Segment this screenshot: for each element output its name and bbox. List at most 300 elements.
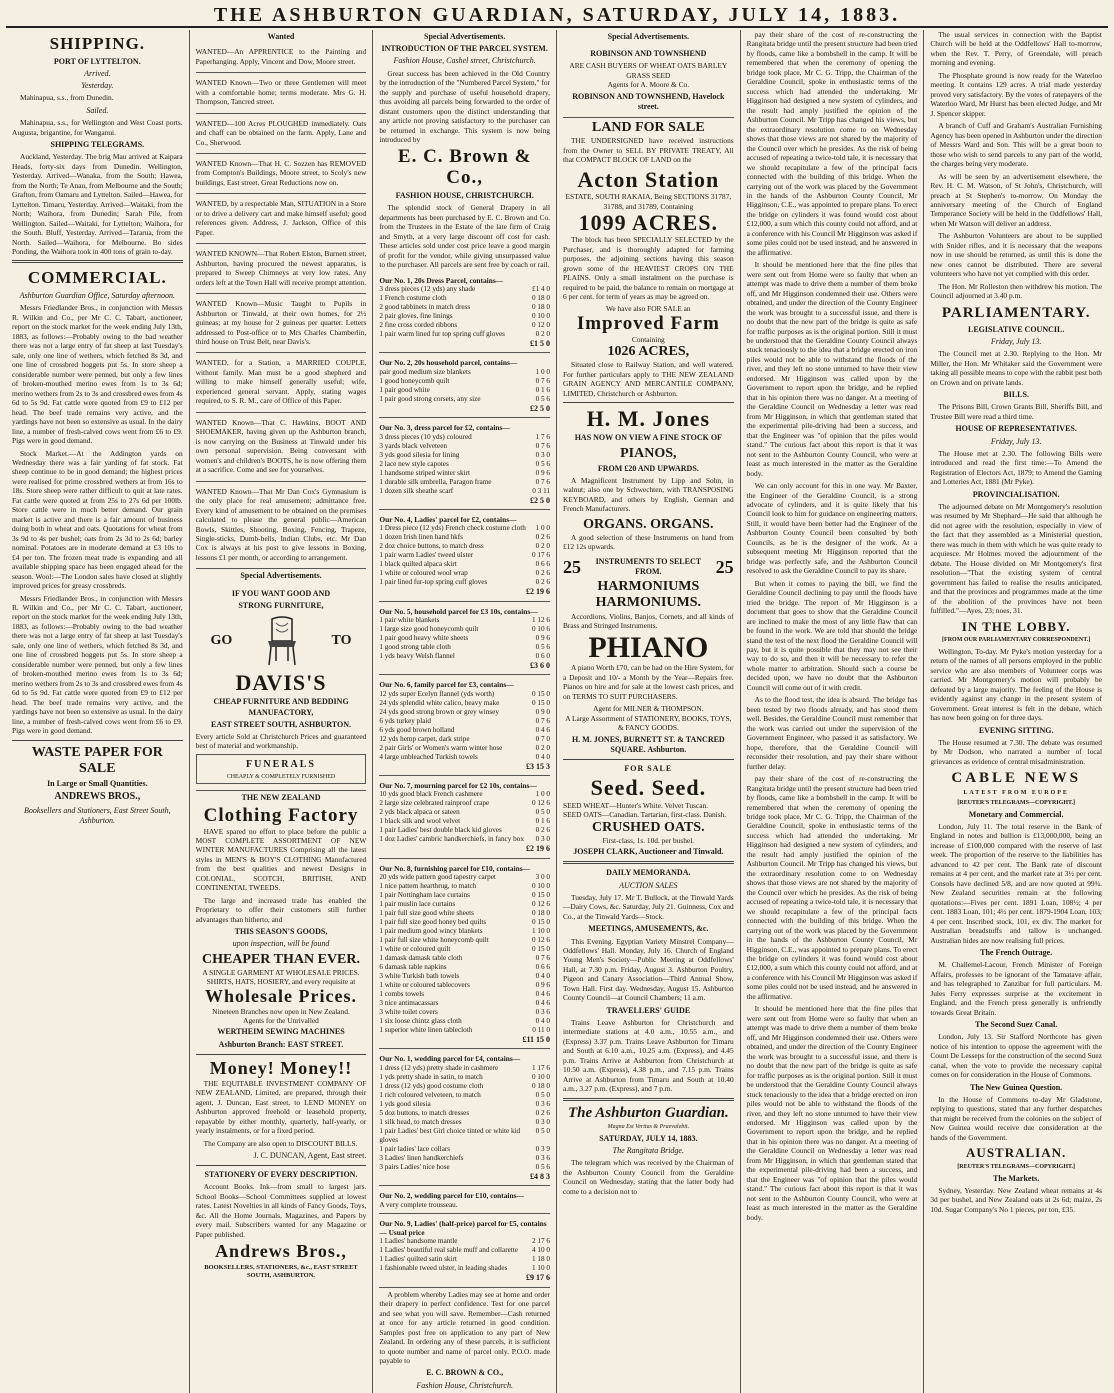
parcel-item-price: 0 7 6 — [535, 954, 550, 963]
parcel-item — [379, 873, 550, 882]
french-text: M. Challemel-Lacour, French Minister of Foreign Affairs, professes to be ignorant of the Tamatave affair, and has telegraphed to Zanzibar for full particulars. M. Jules Ferry expresses surprise at the excitement in England, and the French press generally is unfriendly towards Great Britain. — [930, 960, 1102, 1017]
andrews-address: BOOKSELLERS, STATIONERS, &c., EAST STREET SOUTH, ASHBURTON. — [204, 1264, 358, 1280]
parcel-item-desc: 1 French costume cloth — [379, 294, 447, 303]
divider — [563, 1098, 734, 1101]
leader-text-2: It should be mentioned here that the fine piles that were sent out from Home were so faulty that when an attempt was made to drive them a number of them broke off, and Mr Higginson condemned their use. Others were obtained, and under the direction of the County Engineer the work was brought to a successful issue, and there is no doubt that the new part of the bridge is quite as safe for traffic purposes as is the original portion. Still it must be understood that the Geraldine County Council always stuck tenaciously to the idea that a bridge erected on iron piles would not be able to withstand the floods of the river, and they left no stone unturned to have their view endorsed. Mr Higginson was called upon by the Government to report upon the bridge, and he replied that in his opinion there was no danger. At a meeting of the Geraldine Council on Wednesday a letter was read from Mr Higginson, in which that gentleman stated that the experimental pile-driving had been a success, and that the Engineer was "of opinion that the piles would stand." The curious fact about this report is that it was not sent to the Ashburton County Council, who were at least as much interested in the matter as the Geraldine body. — [746, 260, 918, 478]
parcel-block — [379, 1188, 550, 1213]
guardian-title: The Ashburton Guardian. — [567, 1104, 729, 1121]
closing-sign: E. C. BROWN & CO., — [426, 1368, 504, 1378]
local-text-5: The Ashburton Volunteers are about to be supplied with Snider rifles, and it is necessary that the weapons now in use should be returned, as until this is done the new ones cannot be distributed. There are several volunteers who have not yet complied with this order. — [930, 231, 1102, 279]
parcel-title: Our No. 2, 20s household parcel, contains— — [379, 358, 518, 368]
parliament-heading: PARLIAMENTARY. — [941, 304, 1091, 321]
parcel-block — [379, 1051, 550, 1186]
parcel-item-price: 0 3 6 — [535, 1153, 550, 1162]
parcel-item — [379, 909, 550, 918]
robinson-sub: ARE CASH BUYERS OF WHEAT OATS BARLEY GRASS SEED — [569, 61, 728, 80]
shipping-telegrams-text: Auckland, Yesterday. The brig Mau arrived at Kaipara Heads, forty-six days from Dunedin. Wellington, Yesterday. Arrived—Wanaka, from the South; Hawea, from the North; Te Anau, from Melbourne and the South; Grafton, from Oamaru and Lyttelton. Sailed—Hawea, for Lyttelton. Timaru, Yesterday. Arrived—Waitaki, from the North; Waihora, from Dunedin; Sarah Pile, from Wellington. Sailed—Waitaki, for Lyttelton; Waihora, for the South. Bluff, Yesterday. Arrived—Tararua, from the North. Sailed—Waihora, for Melbourne. Bo sides Ponding, the Waihora took in 400 tons of grain to-day. — [12, 152, 183, 257]
instruments-count: 25 — [563, 556, 581, 577]
leader-text-1-repeat: pay their share of the cost of re-constructing the Rangitata bridge until the present structure had been tried by floods, came like a bombshell in the camp. It will be remembered that when the ceremony of opening the bridge took place, Mr C. G. Tripp, the Chairman of the Geraldine Council, spoke in enthusiastic terms of the success which had attended the undertaking. Mr Higginson had designed a new system of cylinders, and the result had amply justified the opinion of the Ashburton Council. Mr Tripp has changed his views, but the extraordinary resolution come to on Wednesday shows that those views are not shared by the majority of the Council over which he presides. As the risk of being accused of repeating a twice-told tale, it is necessary that we should recapitulate a few of the principal facts connected with the building of this bridge. When the carrying out of the work was placed by the Government in the hands of the Ashburton County Council, Mr Higginson, C.E., was appointed to prepare plans. To erect the bridge on cylinders it was found would cost about £12,000, a sum which this county could not afford, and at a conference with his Council Mr Higginson was asked if some piles could not be used instead, and he answered in the affirmative. — [746, 774, 918, 1001]
leader-text-4: But when it comes to paying the bill, we find the Geraldine Council declining to pay until the floods have tried the bridge. The report of Mr Higginson is a document that goes to show that the Geraldine Council are inclined to make the most of any little flaw that can be found in the work. We are told that should the bridge stand the test of the next flood the Geraldine Council will pay, but it is quite possible that they may not see their way to do so, and then it will be necessary to refer the whole matter to arbitration. Should such a course be decided upon, we have no doubt that the Ashburton Council will come out of it with credit. — [746, 578, 918, 692]
parcel-block — [379, 604, 550, 676]
shirts-text: A SINGLE GARMENT AT WHOLESALE PRICES. SHIRTS, HATS, HOSIERY, and every requisite at — [202, 967, 360, 987]
parcel-item — [379, 1154, 550, 1163]
parcel-item-desc: 6 yds turkey plaid — [379, 716, 432, 725]
parcel-item — [379, 533, 550, 542]
pianos-sub: FROM £20 AND UPWARDS. — [597, 463, 699, 473]
wanted-ad — [196, 355, 367, 412]
parcel-title: Our No. 1, 20s Dress Parcel, contains— — [379, 275, 504, 285]
parcel-item-price: 0 10 6 — [532, 625, 550, 634]
parcel-item — [379, 312, 550, 321]
parcel-item — [379, 368, 550, 377]
parcel-item-price: 0 1 6 — [535, 817, 550, 826]
special-heading: Special Advertisements. — [424, 32, 506, 41]
lobby-text: Wellington, To-day. Mr Pyke's motion yesterday for a return of the names of all persons employed in the public service who are also members of Volunteer corps was carried. Mr Montgomery's motion will probably be defeated by a large majority. The feeling of the House is evidently against any change in the present system of Government. Great interest is felt in the debate, which has now been going on for three days. — [930, 646, 1102, 723]
parcel-item-price: 0 3 0 — [535, 1117, 550, 1126]
parcel-item-price: 0 4 6 — [535, 990, 550, 999]
parcel-item-price: 0 7 6 — [535, 376, 550, 385]
parcel-item-price: 1 10 0 — [532, 927, 550, 936]
seed-line-2: SEED OATS—Canadian. Tartarian, first-class. Danish. — [563, 810, 727, 820]
wanted-ad — [196, 415, 367, 482]
parcel-intro-text: Great success has been achieved in the Old Country by the introduction of the "Numbered Parcel System," for the supply and purchase of useful household drapery, thus avoiding all parcels being forwarded to the order of distant customers upon the distinct understanding that any article not proving satisfactory to the purchaser can be returned in exchange. This system is now being introduced by — [379, 68, 550, 144]
robinson-agents: Agents for A. Moore & Co. — [607, 80, 690, 90]
parcel-item — [379, 442, 550, 451]
parcel-closing-text: A problem whereby Ladies may see at home and order their drapery in perfect confidence. Test for one parcel and see what you will save. Remember—Cash returned at once for any article returned in good condition. Samples post free on application to any part of New Zealand. In ordering any of these parcels, it is sufficient to quote number and name of parcel only. P.O.O. made payable to — [379, 1289, 550, 1365]
parcel-item-price: 0 10 0 — [532, 882, 550, 891]
parcel-item-desc: 6 yds good brown holland — [379, 725, 455, 734]
jones-sign: H. M. JONES, BURNETT ST. & TANCRED SQUARE. Ashburton. — [571, 734, 725, 754]
auction-text: Tuesday, July 17. Mr T. Bullock, at the Tinwald Yards—Dairy Cows, &c. Saturday, July 21. Guinness, Cox and Co., at the Tinwald Yards—Stock. — [563, 892, 734, 921]
parcel-item — [379, 551, 550, 560]
wanted-ad-text: WANTED Known—Music Taught to Pupils in Ashburton or Tinwald, at their own homes, for 2½ guineas; at my house for 2 guineas per quarter. Letters addressed to Post-office or to Mrs Charles Chamberlin, third house on Trust Belt, near Davis's. — [195, 299, 367, 347]
parcel-item-desc: 3 white Turkish bath towels — [379, 972, 460, 981]
parcel-item-price: 0 18 0 — [532, 303, 550, 312]
leader-text-5: As to the flood test, the idea is absurd. The bridge has been tested by two floods already, and has stood them well. Besides, the Geraldine Council must remember that the work was carried out under the supervision of the Government Engineer, who passed it as satisfactory. We hope, therefore, that the Geraldine Council will reconsider their resolution, and pay their share without further delay. — [746, 695, 918, 771]
parcel-total: £1 5 0 — [530, 339, 550, 349]
parcel-item — [379, 900, 550, 909]
parcel-item-price: 0 5 0 — [535, 1126, 550, 1135]
auction-heading: AUCTION SALES — [619, 880, 678, 890]
parcel-title: Our No. 1, wedding parcel for £4, contains— — [379, 1054, 521, 1064]
leader-text-3: We can only account for this in one way. Mr Baxter, the Engineer of the Geraldine Council, is a strong advocate of cylinders, and it is quite likely that his Council look to him for guidance on engineering matters. Still, it would have been better had the Engineer of the Ashburton County Council been consulted by both Councils, as he is the designer of the work. At a subsequent meeting Mr Higginson reported that the bridge was perfectly safe, and the Ashburton Council resolved to ask the Geraldine Council to pay its share. — [746, 481, 918, 576]
acton-title: Acton Station — [577, 166, 720, 192]
parcel-item-desc: 6 damask table napkins — [379, 963, 447, 972]
parcel-item — [379, 303, 550, 312]
parcel-item — [379, 1246, 550, 1255]
port-heading: PORT OF LYTTELTON. — [53, 56, 141, 66]
wanted-ad — [196, 44, 367, 73]
parcel-item-price: 0 7 6 — [535, 441, 550, 450]
parcel-item-desc: 3 Ladies' linen handkerchiefs — [379, 1153, 464, 1162]
parcel-item-price: 0 2 6 — [535, 533, 550, 542]
lc-date: Friday, July 13. — [990, 337, 1042, 347]
reuters-line: [REUTER'S TELEGRAMS—COPYRIGHT.] — [957, 800, 1076, 807]
parcel-item — [379, 990, 550, 999]
parcel-item — [379, 1064, 550, 1073]
column-2 — [190, 30, 374, 1393]
prov-text: The adjourned debate on Mr Montgomery's resolution was resumed by Mr Shephard—He said that although he did not agree with the resolution, especially in view of the fact that they assembled as a Ministerial question, there was much in them with which he was quite ready to acquiesce. Mr Holmes moved the adjournment of the debate. The House divided on Mr Montgomery's first resolution—"That the existing system of central government has failed to realise the results anticipated, and that the provinces and programmes made at the time of the abolition of the provinces have not been fulfilled."—Ayes, 23; noes, 31. — [930, 501, 1102, 616]
pianos-title: PIANOS, — [620, 445, 677, 461]
parcel-total: £2 5 0 — [530, 403, 550, 413]
bills-heading: BILLS. — [1003, 390, 1029, 400]
parcel-item-desc: 2 pair gloves, fine linings — [379, 312, 453, 321]
parcel-item-desc: 1 white or coloured wool wrap — [379, 569, 468, 578]
parcel-item-price: 0 12 6 — [532, 799, 550, 808]
parcel-item-desc: 1 six loose chintz glass cloth — [379, 1017, 462, 1026]
parcel-item-price: 0 5 0 — [535, 1090, 550, 1099]
wanted-ad-text: WANTED, for a Station, a MARRIED COUPLE, without family. Man must be a good shepherd and willing to make himself generally useful; wife, experienced general servant. Apply, stating wages required, to S. R. M., care of Office of this Paper. — [195, 358, 367, 406]
parcel-item-desc: 1 damask damask table cloth — [379, 954, 463, 963]
wanted-ad — [196, 196, 367, 244]
parcel-item-price: 0 17 6 — [532, 551, 550, 560]
travellers-heading: TRAVELLERS' GUIDE — [606, 1005, 691, 1015]
parcel-item — [379, 1026, 550, 1035]
parcel-item-price: 4 10 0 — [532, 1246, 550, 1255]
parcel-item — [379, 963, 550, 972]
parcel-item — [379, 954, 550, 963]
sailing-entry: Mahinapua, s.s., for Wellington and West Coast ports. Augusta, brigantine, for Wanganui. — [12, 118, 183, 137]
parcel-item-desc: 1 nice pattern hearthrug, to match — [379, 882, 477, 891]
parcel-item-price: 0 15 0 — [532, 698, 550, 707]
parcel-item-desc: pair good medium size blankets — [379, 367, 471, 376]
parcel-item-price: 0 3 0 — [535, 450, 550, 459]
parcel-item — [379, 927, 550, 936]
davis-text: Every article Sold at Christchurch Prices and guaranteed best of material and workmanship. — [195, 731, 367, 751]
leader-text-1: pay their share of the cost of re-constructing the Rangitata bridge until the present structure had been tried by floods, came like a bombshell in the camp. It will be remembered that when the ceremony of opening the bridge took place, Mr C. G. Tripp, the Chairman of the Geraldine Council, spoke in enthusiastic terms of the success which had attended the undertaking. Mr Higginson had designed a new system of cylinders, and the result had amply justified the opinion of the Ashburton Council. Mr Tripp has changed his views, but the extraordinary resolution come to on Wednesday shows that those views are not shared by the majority of the Council over which he presides. As the risk of being accused of repeating a twice-told tale, it is necessary that we should recapitulate a few of the principal facts connected with the building of this bridge. When the carrying out of the work was placed by the Government in the hands of the Ashburton County Council, Mr Higginson, C.E., was appointed to prepare plans. To erect the bridge on cylinders it was found would cost about £12,000, a sum which this county could not afford, and at a conference with his Council Mr Higginson was asked if some piles could not be used instead, and he answered in the affirmative. — [746, 30, 918, 257]
parcel-item-price: 1 17 6 — [532, 1063, 550, 1072]
lc-text: The Council met at 2.30. Replying to the Hon. Mr Miller, the Hon. Mr Whitaker said the Government were taking all possible means to cope with the rabbit pest both on Crown and on private lands. — [930, 349, 1102, 387]
parcel-item-price: 0 2 6 — [535, 578, 550, 587]
yesterday-label: Yesterday. — [81, 81, 114, 91]
parcel-item — [379, 726, 550, 735]
house-heading: HOUSE OF REPRESENTATIVES. — [955, 424, 1077, 434]
parcel-block — [379, 778, 550, 859]
parcel-item-desc: 1 Dress piece (12 yds) French check costume cloth — [379, 524, 526, 533]
andrews-name: ANDREWS BROS., — [54, 790, 141, 802]
parcel-item — [379, 1237, 550, 1246]
parcel-item-desc: 1 pair warm Ladies' tweed ulster — [379, 551, 474, 560]
parcel-item-price: 0 11 0 — [532, 1026, 550, 1035]
clothing-text-2: The large and increased trade has enabled the Proprietary to offer their customers still further advantages than hitherto, and — [195, 895, 367, 924]
lobby-heading: IN THE LOBBY. — [961, 618, 1071, 634]
parcel-item-desc: 1 good honeycomb quilt — [379, 376, 450, 385]
parcel-item — [379, 972, 550, 981]
parcel-total: £3 6 0 — [530, 661, 550, 671]
parcel-item — [379, 790, 550, 799]
parcel-item — [379, 386, 550, 395]
leg-council-heading: LEGISLATIVE COUNCIL. — [968, 324, 1065, 334]
parcel-item-desc: 1 pair Ladies' best Girl choice tinted or white kid gloves — [379, 1126, 521, 1144]
parcel-item-desc: 2 yds black alpaca or sateen — [379, 808, 460, 817]
money-title: Money! Money!! — [209, 1057, 353, 1078]
parcel-title: Our No. 2, wedding parcel for £10, contains— — [379, 1191, 524, 1201]
wanted-ad — [196, 75, 367, 113]
parcel-block — [379, 273, 550, 354]
season-sub: upon inspection, will be found — [232, 939, 330, 949]
land-title: LAND FOR SALE — [591, 120, 705, 136]
parcel-item-desc: 1 white or coloured quilt — [379, 945, 451, 954]
parcel-item — [379, 1127, 550, 1145]
wanted-ad — [196, 484, 367, 570]
parcel-item — [379, 524, 550, 533]
parcel-item-desc: 24 yds good strong brown or grey winsey — [379, 707, 499, 716]
parcel-item — [379, 330, 550, 339]
parcel-total: £4 8 3 — [530, 1171, 550, 1181]
parcel-item-price: 1 18 0 — [532, 1255, 550, 1264]
local-text-4: As will be seen by an advertisement elsewhere, the Rev. H. C. M. Watson, of St John's, Christchurch, will preach at St Stephen's to-morrow. On Monday the anniversary meeting of the Church of England Temperance Society will be held in the Oddfellows' Hall, when Mr Watson will deliver an address. — [930, 171, 1102, 228]
branch-address: Ashburton Branch: EAST STREET. — [218, 1039, 344, 1049]
parcel-title: Our No. 9, Ladies' (half-price) parcel for £5, contains— Usual price — [379, 1218, 547, 1238]
parcel-item — [379, 395, 550, 404]
parcel-item-desc: 1 pair good white — [379, 385, 430, 394]
divider — [563, 402, 734, 403]
monetary-heading: Monetary and Commercial. — [968, 809, 1064, 819]
meetings-text: This Evening. Egyptian Variety Minstrel Company—Oddfellows' Hall. Monday, July 16. Church of England Young Men's Society—Public Meeting at Oddfellows' Hall, at 7.30 p.m. Friday, August 3. Ashburton Poultry, Pigeon and Canary Association—Third Annual Show, Town Hall. First day. Wednesday, August 15. Ashburton County Council—at Council Chambers; 11 a.m. — [563, 936, 734, 1003]
parcel-item — [379, 699, 550, 708]
wanted-ad — [196, 296, 367, 353]
parcel-item-price: 0 2 6 — [535, 569, 550, 578]
parcel-total: £3 15 3 — [526, 761, 550, 771]
parcel-item — [379, 817, 550, 826]
closing-sub: Fashion House, Christchurch. — [416, 1380, 513, 1390]
land-text: THE UNDERSIGNED have received instructions from the Owner to SELL BY PRIVATE TREATY, All that COMPACT BLOCK OF LAND on the — [563, 136, 734, 165]
improved-text: Situated close to Railway Station, and well watered. For further particulars apply to THE NEW ZEALAND GRAIN AGENCY AND MERCANTILE COMPANY, LIMITED, Christchurch or Ashburton. — [563, 360, 734, 398]
parcel-item — [379, 643, 550, 652]
jones-text-2: A Magnificent Instrument by Lipp and Sohn, in walnut; also one by Schwechten, with TRANSPOSING KEYBOARD, and others by English, German and French Manufacturers. — [563, 475, 734, 514]
parcel-item-price: 0 4 0 — [535, 752, 550, 761]
parcel-item-price: 0 9 6 — [535, 634, 550, 643]
parcel-item — [379, 735, 550, 744]
aus-reuters: [REUTER'S TELEGRAMS—COPYRIGHT.] — [957, 1163, 1076, 1170]
column-6 — [924, 30, 1108, 1393]
parcel-item-desc: 1 silk head, to match dresses — [379, 1117, 462, 1126]
improved-acres: 1026 ACRES, — [607, 344, 690, 360]
parcel-item-price: 0 5 6 — [535, 1162, 550, 1171]
parcel-item — [379, 882, 550, 891]
parcel-item-desc: 1 pair lined fur-top spring cuff gloves — [379, 578, 488, 587]
stationery-list: Account Books. Ink—from small to largest jars. School Books—School Committees supplied at lowest rates. Latest Novelties in all kinds of Fancy Goods, Toys, &c. All the Home Journals, Magazines, and Papers by every mail. Subscribers wanted for any Magazine or Paper published. — [195, 1182, 367, 1239]
shipping-telegrams-heading: SHIPPING TELEGRAMS. — [50, 140, 145, 150]
ec-brown-text: The splendid stock of General Drapery in all departments has been purchased by E. C. Brown and Co. from the Trustees in the Estate of the late firm of Craig and Smyth, at a very large discount off cost for cash. These articles sold under cost price leave a good margin of profit for the vendor, while giving unsurpassed value to the purchaser. All parcels are sent free by coach or rail. — [379, 203, 550, 270]
robinson-sign: ROBINSON AND TOWNSHEND, Havelock street. — [572, 91, 725, 112]
wanted-ad — [196, 116, 367, 154]
parcel-item-price: 0 2 0 — [535, 542, 550, 551]
masthead-title: THE ASHBURTON GUARDIAN, SATURDAY, JULY 14, 1883. — [213, 3, 901, 26]
parcel-item — [379, 377, 550, 386]
piano-letters: PHIANO — [588, 631, 709, 665]
prov-heading: PROVINCIALISATION. — [972, 489, 1060, 499]
parcel-item — [379, 460, 550, 469]
instruments-count-right: 25 — [715, 556, 734, 577]
lobby-sub: [FROM OUR PARLIAMENTARY CORRESPONDENT.] — [942, 637, 1091, 644]
parcel-item — [379, 1109, 550, 1118]
parcel-item-price: 0 15 0 — [532, 945, 550, 954]
divider — [563, 759, 734, 760]
parcel-block — [379, 512, 550, 602]
divider — [12, 740, 183, 741]
parcel-item-desc: 2 pair Girls' or Women's warm winter hose — [379, 743, 503, 752]
parcel-item-desc: 3 white toilet covers — [379, 1008, 438, 1017]
parcel-item-desc: 1 dress (12 yds) good costume cloth — [379, 1081, 484, 1090]
parcel-item-price: 0 10 0 — [532, 312, 550, 321]
parcel-item-price: 0 3 9 — [535, 1144, 550, 1153]
parcel-item-price: £1 4 0 — [532, 285, 550, 294]
improved-intro: We have also FOR SALE an — [606, 304, 691, 314]
wertheim-title: WERTHEIM SEWING MACHINES — [217, 1027, 345, 1037]
parcel-item-desc: 1 pair full size good honey bed quilts — [379, 918, 487, 927]
parcel-item-desc: 1 pair medium good wincy blankets — [379, 927, 483, 936]
parcel-item-price: 0 10 0 — [532, 1072, 550, 1081]
funerals-sub: CHEAPLY & COMPLETELY FURNISHED — [226, 773, 336, 780]
cheaper-title: CHEAPER THAN EVER. — [201, 951, 361, 967]
parcel-item — [379, 717, 550, 726]
parcel-item-desc: 1 pair Ladies' best double black kid gloves — [379, 826, 502, 835]
parcel-item — [379, 652, 550, 661]
column-4 — [557, 30, 741, 1393]
parcel-block — [379, 861, 550, 1050]
evening-heading: EVENING SITTING. — [978, 725, 1054, 735]
parcel-item — [379, 625, 550, 634]
parcel-item-price: 0 12 6 — [532, 936, 550, 945]
market-text-repeat: Messrs Friedlander Bros., in conjunction with Messrs R. Wilkin and Co., per Mr C. C. Tabart, auctioneer, report on the stock market for the week ending July 13th, 1883, as follows:—Probably owing to the bad weather there was not a large entry of fat sheep at last Tuesday's sale, only one line of wethers, which fetched 8s 3d, and one line of crossbred hoggets put 5s. In store sheep a considerable number were penned, but only a few lines of broken-mouthed merino ewes from 1s to 3s 6d; merino wethers from 2s to 3s and crossbred ewes from 4s 6d to 5s 9d. Fat cattle were quoted from £9 to £12 per head. The beef trade remains very active, and the yardings have not been so extensive as usual. In the dairy line, a number of fresh-calved cows went from £6 to £9. Pigs were in good demand. — [12, 593, 183, 736]
fashion-house: Fashion House, Cashel street, Christchurch. — [393, 56, 536, 66]
guardian-motto: Magna Est Veritas & Praevalebit. — [607, 1124, 690, 1131]
parcel-item-price: 1 0 0 — [535, 367, 550, 376]
guardian-date: SATURDAY, JULY 14, 1883. — [599, 1133, 698, 1143]
parcel-item-desc: 1 pair white blankets — [379, 616, 440, 625]
parcel-item-desc: 20 yds wide pattern good tapestry carpet — [379, 873, 496, 882]
parcel-item — [379, 981, 550, 990]
parcel-item-price: 0 3 6 — [535, 1099, 550, 1108]
parcel-item-price: 0 2 6 — [535, 1108, 550, 1117]
column-1 — [6, 30, 190, 1393]
parcel-block — [379, 1216, 550, 1288]
parcel-system-title: INTRODUCTION OF THE PARCEL SYSTEM. — [381, 44, 548, 54]
australian-heading: AUSTRALIAN. — [966, 1145, 1067, 1161]
parcel-item-price: 0 18 0 — [532, 909, 550, 918]
parcel-item — [379, 826, 550, 835]
parcel-item-price: 0 9 6 — [535, 468, 550, 477]
parcel-item-desc: 1 doz Ladies' cambric handkerchiefs, in fancy box — [379, 835, 524, 844]
divider — [196, 1054, 367, 1055]
parcel-title: Our No. 8, furnishing parcel for £10, contains— — [379, 863, 531, 873]
parcel-item-price: 0 6 0 — [535, 652, 550, 661]
parcel-item-desc: 1 large size good honeycomb quilt — [379, 625, 479, 634]
parcel-item — [379, 578, 550, 587]
harmoniums-title: HARMONIUMS HARMONIUMS. — [595, 579, 702, 611]
divider — [196, 1165, 367, 1166]
andrews-sub: Booksellers and Stationers, East Street South, Ashburton. — [24, 805, 171, 826]
davis-line-1: IF YOU WANT GOOD AND — [231, 588, 331, 598]
wanted-ad-text: WANTED—100 Acres PLOUGHED immediately. Oats and chaff can be obtained on the farm. Apply, Lane and Co., Sherwood. — [195, 118, 367, 147]
parcel-item — [379, 753, 550, 762]
seed-line-1: SEED WHEAT—Hunter's White. Velvet Tuscan. — [563, 800, 709, 810]
leader-text-2-repeat: It should be mentioned here that the fine piles that were sent out from Home were so faulty that when an attempt was made to drive them a number of them broke off, and Mr Higginson condemned their use. Others were obtained, and under the direction of the County Engineer the work was brought to a successful issue, and there is no doubt that the new part of the bridge is quite as safe for traffic purposes as is the original portion. Still it must be understood that the Geraldine County Council always stuck tenaciously to the idea that a bridge erected on iron piles would not be able to withstand the floods of the river, and they left no stone unturned to have their view endorsed. Mr Higginson was called upon by the Government to report upon the bridge, and he replied that in his opinion there was no danger. At a meeting of the Geraldine Council on Wednesday a letter was read from Mr Higginson, in which that gentleman stated that the experimental pile-driving had been a success, and that the Engineer was "of opinion that the piles would stand." The curious fact about this report is that it was not sent to the Ashburton County Council, who were at least as much interested in the matter as the Geraldine body. — [746, 1004, 918, 1222]
cable-heading: CABLE NEWS — [951, 770, 1081, 787]
parcel-item-desc: 1 pair Nottingham lace curtains — [379, 891, 470, 900]
arrived-label: Arrived. — [84, 68, 111, 78]
wanted-heading: Wanted — [267, 32, 295, 41]
parcel-item-desc: 1 pair ladies' lace collars — [379, 1144, 451, 1153]
parcel-item — [379, 560, 550, 569]
parcel-item-price: 1 7 6 — [535, 432, 550, 441]
parcel-block — [379, 420, 550, 510]
parcel-item-desc: 1 dozen silk sheathe scarf — [379, 486, 454, 495]
wanted-ad-text: WANTED Known—That Mr Dan Cox's Gymnasium is the only place for real amusement; admittance free. Every kind of amusement to be obtained on the premises calculated to please the general public—American Bowls, Skittles, Shooting, Boxing, Fencing, Trapeze, Single-sticks, Dumb-bells, Indian Clubs, etc. Mr Dan Cox is always at his post to give lessons in Boxing, lessons £1 per month, or according to arrangement. — [195, 486, 367, 562]
parcel-item-price: 1 12 6 — [532, 616, 550, 625]
parcel-item-desc: 24 yds splendid white calico, heavy make — [379, 698, 500, 707]
parcel-item-desc: 1 pair full size good white sheets — [379, 909, 474, 918]
parcel-item — [379, 321, 550, 330]
parcel-item-desc: 3 dress pieces (10 yds) coloured — [379, 432, 472, 441]
parcel-item-price: 3 0 0 — [535, 873, 550, 882]
chair-icon — [262, 615, 302, 667]
special-heading: Special Advertisements. — [240, 571, 322, 581]
harmoniums-text: Accordions, Violins, Banjos, Cornets, and all kinds of Brass and Stringed Instruments. — [563, 611, 734, 631]
parcel-item-desc: 3 pairs Ladies' nice hose — [379, 1162, 450, 1171]
piano-agents: Agent for MILNER & THOMPSON. — [593, 704, 704, 714]
bridge-text: The telegram which was received by the Chairman of the Ashburton County Council from the Geraldine Council on Wednesday, stating that the latter body had come to a decision not to — [563, 1158, 734, 1196]
season-title: THIS SEASON'S GOODS, — [234, 927, 328, 937]
evening-text: The House resumed at 7.30. The debate was resumed by Mr Dodson, who narrated a number of local grievances as evidence of central misadministration. — [930, 737, 1102, 766]
parcel-item-desc: 3 yds good silesia for lining — [379, 450, 460, 459]
parcel-item-desc: 1 combs towels — [379, 990, 425, 999]
organs-title: ORGANS. ORGANS. — [583, 516, 714, 532]
parcel-item-desc: 4 large unbleached Turkish towels — [379, 752, 478, 761]
parcel-item-desc: 2 doz choice buttons, to match dress — [379, 542, 484, 551]
parcel-total: £2 19 6 — [526, 587, 550, 597]
wastepaper-heading: WASTE PAPER FOR SALE — [31, 744, 163, 776]
parcel-item-desc: 12 yds super Ecelyn flannel (yds worth) — [379, 689, 495, 698]
parcel-item — [379, 285, 550, 294]
seed-heading: FOR SALE — [624, 764, 673, 774]
crushed-sub: First-class, 1s. 10d. per bushel. — [602, 835, 695, 845]
market-text: Stock Market.—At the Addington yards on Wednesday there was a fair yarding of fat stock. Fat sheep continue to be in good demand; the highest prices were realised for prime crossbred wethers at from 16s to 18s. Store sheep were rather difficult to quit at late rates. Fat cattle were quoted at from 25s to 27s 6d per 100lb. Store cattle were in much better demand. Our grain market is active and there is a fair amount of business doing both in wheat and oats. Quotations for wheat from 3s 9d to 4s per bushel; oats from 2s 3d to 2s 6d; barley nominal. Potatoes are in moderate demand at £3 10s to £4 per ton. The frozen meat trade is expanding and all available shipping space has been engaged ahead for the season. Wool:—The London sales have closed at slightly improved prices for greasy crossbreds. — [12, 448, 183, 591]
ec-brown-title: E. C. Brown & Co., — [397, 146, 532, 189]
parcel-title: Our No. 4, Ladies' parcel for £2, contains— — [379, 514, 517, 524]
parcel-item-price: 0 7 6 — [535, 477, 550, 486]
parcel-item — [379, 542, 550, 551]
parcel-item — [379, 690, 550, 699]
parcel-title: Our No. 6, family parcel for £3, contains— — [379, 680, 514, 690]
parcel-item-desc: 1 white or coloured tablecovers — [379, 981, 470, 990]
sailed-label: Sailed. — [86, 105, 109, 115]
parcel-item-price: 2 17 6 — [532, 1237, 550, 1246]
parcel-item-desc: 1 good strong table cloth — [379, 643, 451, 652]
wholesale-title: Wholesale Prices. — [205, 985, 357, 1006]
parcel-item-desc: 1 yds heavy Welsh flannel — [379, 652, 455, 661]
clothing-title: Clothing Factory — [203, 804, 359, 826]
funerals-title: FUNERALS — [246, 758, 316, 770]
columns — [6, 30, 1108, 1390]
travellers-text: Trains Leave Ashburton for Christchurch and intermediate stations at 4.0 a.m., 10.55 a.m., and (Express) 3.37 p.m. Trains Leave Ashburton for Timaru and South at 6.10 a.m., 10.25 a.m. (Express), and 4.45 p.m. Trains Arrive at Ashburton from Christchurch at 10.50 a.m. (Express), 4.38 p.m., and 7.15 p.m. Trains Arrive at Ashburton from Timaru and South at 10.40 a.m., 3.27 p.m. (Express), and 7 p.m. — [563, 1018, 734, 1094]
wanted-ad-text: WANTED, by a respectable Man, SITUATION in a Store or to drive a delivery cart and make himself useful; good references given. Address, J. Jackson, Office of this Paper. — [195, 199, 367, 237]
stationery-title: STATIONERY OF EVERY DESCRIPTION. — [204, 1170, 358, 1180]
hr-date: Friday, July 13. — [990, 436, 1042, 446]
parcel-item-desc: 1 fashionable tweed ulster, in leading shades — [379, 1264, 508, 1273]
parcel-item-desc: 1 pair warm lined fur top spring cuff gloves — [379, 330, 505, 339]
instruments-row — [563, 555, 734, 579]
parcel-block — [379, 677, 550, 776]
andrews-title: Andrews Bros., — [215, 1241, 347, 1262]
parcel-item — [379, 744, 550, 753]
parcel-item — [379, 1073, 550, 1082]
parcel-item — [379, 835, 550, 844]
parcel-item-price: 1 10 0 — [532, 1264, 550, 1273]
shipping-heading: SHIPPING. — [49, 34, 146, 53]
parcel-item-desc: 1 handsome striped winter skirt — [379, 468, 470, 477]
